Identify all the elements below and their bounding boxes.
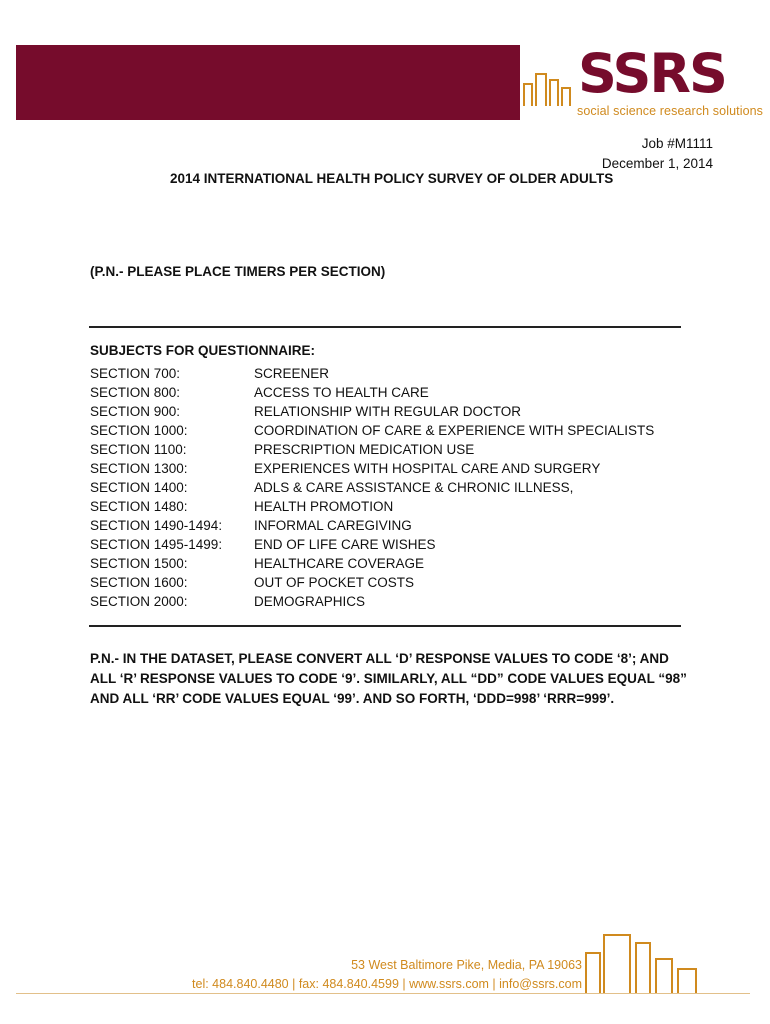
section-name: DEMOGRAPHICS xyxy=(254,594,366,609)
divider-bottom xyxy=(89,625,681,627)
section-number: SECTION 1495-1499: xyxy=(90,537,223,552)
dataset-note: P.N.- IN THE DATASET, PLEASE CONVERT ALL ‘D’ RESPONSE VALUES TO CODE ‘8’; AND ALL ‘R’ RESPONSE VALUES TO CODE ‘9’. SIMILARLY, ALL “DD” CODE VALUES EQUAL “98” AND ALL ‘RR’ CODE VALUES EQUAL ‘99’. AND SO FORTH, ‘DDD=998’ ‘RRR=999’. xyxy=(90,651,687,706)
section-name: COORDINATION OF CARE & EXPERIENCE WITH SPECIALISTS xyxy=(254,423,655,438)
section-number: SECTION 2000: xyxy=(90,594,188,609)
footer-rule xyxy=(16,993,750,994)
section-name: RELATIONSHIP WITH REGULAR DOCTOR xyxy=(254,404,522,419)
logo-wordmark: SSRS xyxy=(578,42,726,105)
section-name: ACCESS TO HEALTH CARE xyxy=(254,385,429,400)
section-number: SECTION 1100: xyxy=(90,442,187,457)
job-date: December 1, 2014 xyxy=(601,156,713,171)
section-name: HEALTH PROMOTION xyxy=(254,499,394,514)
section-name: OUT OF POCKET COSTS xyxy=(254,575,415,590)
section-name: EXPERIENCES WITH HOSPITAL CARE AND SURGERY xyxy=(254,461,601,476)
section-number: SECTION 1400: xyxy=(90,480,188,495)
section-name: PRESCRIPTION MEDICATION USE xyxy=(254,442,475,457)
section-name: HEALTHCARE COVERAGE xyxy=(254,556,425,571)
footer-address-block xyxy=(192,956,582,994)
footer-bars-icon xyxy=(582,933,702,993)
logo-tagline: social science research solutions xyxy=(577,104,764,118)
section-number: SECTION 1490-1494: xyxy=(90,518,223,533)
footer-address: 53 West Baltimore Pike, Media, PA 19063 xyxy=(351,958,582,972)
section-number: SECTION 1300: xyxy=(90,461,188,476)
document-title: 2014 INTERNATIONAL HEALTH POLICY SURVEY OF OLDER ADULTS xyxy=(170,171,614,186)
section-number: SECTION 800: xyxy=(90,385,181,400)
subjects-heading: SUBJECTS FOR QUESTIONNAIRE: xyxy=(90,343,316,358)
job-number: Job #M1111 xyxy=(641,136,713,151)
section-number: SECTION 1500: xyxy=(90,556,188,571)
divider-top xyxy=(89,326,681,328)
section-number: SECTION 700: xyxy=(90,366,181,381)
section-number: SECTION 1600: xyxy=(90,575,188,590)
job-info xyxy=(602,134,713,174)
timers-note: (P.N.- PLEASE PLACE TIMERS PER SECTION) xyxy=(90,264,386,279)
section-name: END OF LIFE CARE WISHES xyxy=(254,537,436,552)
section-number: SECTION 1000: xyxy=(90,423,188,438)
section-number: SECTION 1480: xyxy=(90,499,188,514)
building-bars-icon xyxy=(522,70,582,110)
section-name: ADLS & CARE ASSISTANCE & CHRONIC ILLNESS, xyxy=(254,480,574,495)
section-name: INFORMAL CAREGIVING xyxy=(254,518,412,533)
section-number: SECTION 900: xyxy=(90,404,181,419)
section-name: SCREENER xyxy=(254,366,330,381)
footer-contact: tel: 484.840.4480 | fax: 484.840.4599 | www.ssrs.com | info@ssrs.com xyxy=(192,977,582,991)
